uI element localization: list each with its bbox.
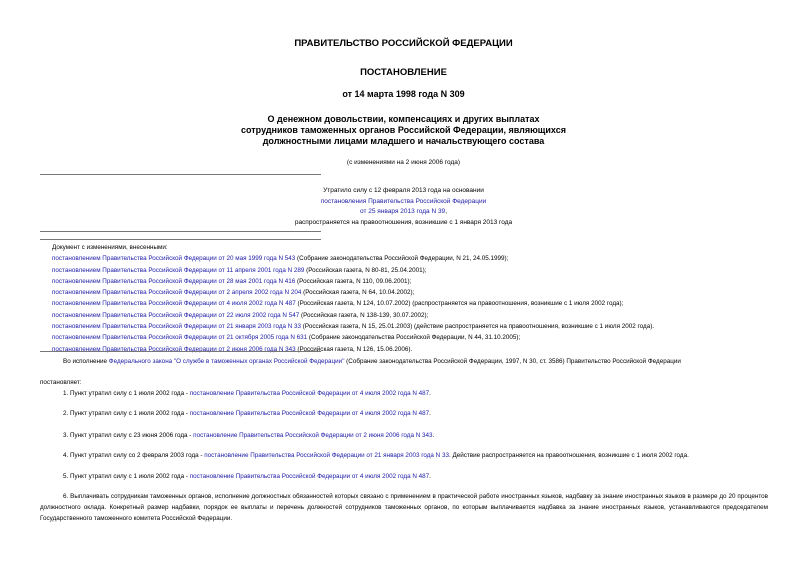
- list-item: [52, 332, 654, 343]
- document-title: [0, 114, 807, 147]
- list-item: [52, 321, 654, 332]
- lost-force-line: Утратило силу с 12 февраля 2013 года на основании: [323, 187, 484, 194]
- amendment-source: (Российская газета, N 138-139, 30.07.2002);: [299, 311, 429, 319]
- amendment-source: (Российская газета, N 124, 10.07.2002) (распространяется на правоотношения, возникшие с 1 июля 2002 года);: [295, 300, 624, 308]
- government-heading: ПРАВИТЕЛЬСТВО РОССИЙСКОЙ ФЕДЕРАЦИИ: [294, 38, 513, 49]
- amendments-list: [52, 242, 654, 355]
- point-text: 2. Пункт утратил силу с 1 июля 2002 года -: [63, 410, 190, 417]
- point-tail: .: [432, 432, 435, 439]
- point-tail: .: [429, 390, 431, 397]
- amendment-link[interactable]: постановлением Правительства Российской Федерации от 11 апреля 2001 года N 289: [52, 266, 305, 274]
- preamble: [63, 356, 681, 367]
- amendment-link[interactable]: постановлением Правительства Российской Федерации от 21 октября 2005 года N 631: [52, 334, 308, 342]
- point-text: 5. Пункт утратил силу с 1 июля 2002 года -: [63, 473, 190, 480]
- amendment-source: (Российская газета, N 110, 09.06.2001);: [295, 277, 412, 285]
- comma: ,: [445, 208, 447, 215]
- point-text: 1. Пункт утратил силу с 1 июля 2002 года -: [63, 390, 190, 397]
- date-number: от 14 марта 1998 года N 309: [342, 89, 465, 99]
- amendment-link[interactable]: постановлением Правительства Российской Федерации от 20 мая 1999 года N 543: [52, 255, 296, 263]
- point-5: [63, 471, 431, 482]
- list-item: [52, 310, 654, 321]
- federal-law-link[interactable]: Федерального закона "О службе в таможенных органах Российской Федерации": [108, 358, 345, 365]
- point-3: [63, 430, 434, 441]
- list-item: [52, 344, 654, 355]
- amendment-link[interactable]: постановлением Правительства Российской Федерации от 28 мая 2001 года N 416: [52, 277, 296, 285]
- amendment-source: (Собрание законодательства Российской Федерации, N 21, 24.05.1999);: [295, 255, 509, 263]
- divider: [40, 239, 321, 240]
- document-type: ПОСТАНОВЛЕНИЕ: [360, 67, 447, 78]
- point-link[interactable]: постановление Правительства Российской Федерации от 21 января 2003 года N 33: [204, 452, 449, 459]
- lost-force-block: [0, 186, 807, 228]
- amendment-link[interactable]: постановлением Правительства Российской Федерации от 2 июня 2006 года N 343: [52, 345, 296, 353]
- amendment-link[interactable]: постановлением Правительства Российской Федерации от 21 января 2003 года N 33: [52, 323, 302, 331]
- preamble-text: Во исполнение: [63, 358, 109, 365]
- point-6: 6. Выплачивать сотрудникам таможенных органов, исполнение должностных обязанностей которых связано с применением в практической работе иностранных языков, надбавку за знание иностранных языков в размере до 20 процентов должностного оклада. Конкретный размер надбавки, порядок ее выплаты и перечень должностей сотрудников таможенных органов, по которым выплачивается надбавка за знание иностранных языков, устанавливаются председателем Государственного таможенного комитета Российской Федерации.: [40, 493, 768, 522]
- amendment-source: (Российская газета, N 15, 25.01.2003) (действие распространяется на правоотношения, возникшие с 1 июля 2002 года).: [301, 323, 655, 331]
- list-item: [52, 298, 654, 309]
- preamble-text: (Собрание законодательства Российской Федерации, 1997, N 30, ст. 3586) Правительство Российской Федерации: [344, 358, 681, 365]
- point-tail: .: [429, 473, 431, 480]
- amendment-source: (Собрание законодательства Российской Федерации, N 44, 31.10.2005);: [307, 334, 521, 342]
- point-link[interactable]: постановление Правительства Российской Федерации от 2 июня 2006 года N 343: [193, 432, 433, 439]
- amendment-link[interactable]: постановлением Правительства Российской Федерации от 22 июля 2002 года N 547: [52, 311, 300, 319]
- amendment-source: (Российская газета, N 126, 15.06.2006).: [295, 345, 413, 353]
- amendment-link[interactable]: постановлением Правительства Российской Федерации от 2 апреля 2002 года N 204: [52, 289, 302, 297]
- amendment-link[interactable]: постановлением Правительства Российской Федерации от 4 июля 2002 года N 487: [52, 300, 296, 308]
- lost-force-link-date[interactable]: от 25 января 2013 года N 39: [360, 208, 446, 215]
- title-line: должностными лицами младшего и начальствующего состава: [262, 136, 545, 146]
- list-item: [52, 253, 654, 264]
- list-item: [52, 265, 654, 276]
- changes-note: (с изменениями на 2 июня 2006 года): [346, 159, 461, 166]
- point-link[interactable]: постановление Правительства Российской Федерации от 4 июля 2002 года N 487: [189, 473, 430, 480]
- divider: [40, 231, 321, 232]
- list-item: [52, 276, 654, 287]
- list-item: [52, 287, 654, 298]
- point-text: 3. Пункт утратил силу с 23 июня 2006 года -: [63, 432, 194, 439]
- divider: [40, 351, 321, 352]
- title-line: сотрудников таможенных органов Российской Федерации, являющихся: [241, 125, 566, 135]
- point-2: [63, 408, 431, 419]
- point-1: [63, 388, 431, 399]
- lost-force-link[interactable]: постановления Правительства Российской Федерации: [320, 197, 487, 205]
- point-tail: .: [429, 410, 431, 417]
- point-text: 4. Пункт утратил силу со 2 февраля 2003 года -: [63, 452, 205, 459]
- amendments-intro: Документ с изменениями, внесенными:: [52, 244, 168, 251]
- lost-force-line: распространяется на правоотношения, возникшие с 1 января 2013 года: [294, 218, 513, 226]
- point-link[interactable]: постановление Правительства Российской Федерации от 4 июля 2002 года N 487: [189, 390, 430, 397]
- point-tail: . Действие распространяется на правоотношения, возникшие с 1 июля 2002 года.: [448, 452, 689, 459]
- amendment-source: (Российская газета, N 64, 10.04.2002);: [301, 289, 415, 297]
- title-line: О денежном довольствии, компенсациях и других выплатах: [267, 114, 540, 124]
- point-4: [63, 450, 689, 461]
- amendment-source: (Российская газета, N 80-81, 25.04.2001);: [304, 266, 427, 274]
- divider: [40, 174, 321, 175]
- point-link[interactable]: постановление Правительства Российской Федерации от 4 июля 2002 года N 487: [189, 410, 430, 417]
- resolves-text: постановляет:: [40, 379, 82, 386]
